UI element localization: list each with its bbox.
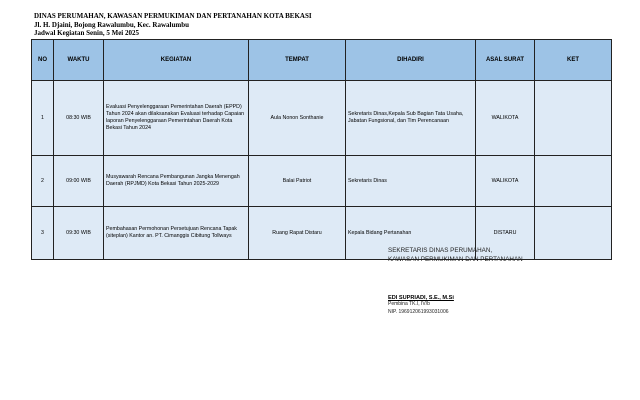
schedule-date: Jadwal Kegiatan Senin, 5 Mei 2025 — [34, 29, 140, 37]
signatory-nip: NIP. 196912061993031006 — [388, 308, 449, 315]
cell-waktu: 09:00 WIB — [54, 156, 104, 207]
table-row — [32, 156, 612, 207]
col-header-waktu: WAKTU — [54, 40, 104, 81]
col-header-no: NO — [32, 40, 54, 81]
table-row — [32, 207, 612, 260]
cell-dihadiri: Sekretaris Dinas — [346, 156, 476, 207]
cell-tempat: Ruang Rapat Distaru — [249, 207, 346, 260]
agency-name: DINAS PERUMAHAN, KAWASAN PERMUKIMAN DAN PERTANAHAN KOTA BEKASI — [34, 12, 312, 20]
table-header-row — [32, 40, 612, 81]
cell-kegiatan: Pembahasan Permohonan Persetujuan Rencana Tapak (siteplan) Kantor an. PT. Cimanggis Cibitung Tollways — [104, 207, 249, 260]
cell-dihadiri: Sekretaris Dinas,Kepala Sub Bagian Tata Usaha, Jabatan Fungsional, dan Tim Perencanaan — [346, 81, 476, 156]
cell-waktu: 08:30 WIB — [54, 81, 104, 156]
cell-tempat: Balai Patriot — [249, 156, 346, 207]
cell-no: 3 — [32, 207, 54, 260]
col-header-tempat: TEMPAT — [249, 40, 346, 81]
signatory-title-line1: SEKRETARIS DINAS PERUMAHAN, — [388, 247, 493, 254]
cell-no: 1 — [32, 81, 54, 156]
document-header — [34, 12, 312, 38]
cell-asal-surat: WALIKOTA — [476, 156, 535, 207]
signatory-title-line2: KAWASAN PERMUKIMAN DAN PERTANAHAN — [388, 256, 523, 263]
cell-asal-surat: DISTARU — [476, 207, 535, 260]
schedule-table — [31, 39, 612, 260]
col-header-dihadiri: DIHADIRI — [346, 40, 476, 81]
agency-address: Jl. H. Djaini, Bojong Rawalumbu, Kec. Rawalumbu — [34, 20, 189, 29]
cell-kegiatan: Musyawarah Rencana Pembangunan Jangka Menengah Daerah (RPJMD) Kota Bekasi Tahun 2025-2029 — [104, 156, 249, 207]
signatory-name: EDI SUPRIADI, S.E., M.Si — [388, 295, 454, 301]
cell-ket — [535, 81, 612, 156]
cell-no: 2 — [32, 156, 54, 207]
signature-block — [388, 246, 523, 316]
cell-dihadiri: Kepala Bidang Pertanahan — [346, 207, 476, 260]
signatory-rank: Pembina TK.I, IV/b — [388, 301, 430, 307]
cell-ket — [535, 207, 612, 260]
table-row — [32, 81, 612, 156]
col-header-ket: KET — [535, 40, 612, 81]
cell-kegiatan: Evaluasi Penyelenggaraan Pemerintahan Daerah (EPPD) Tahun 2024 akan dilaksanakan Evaluasi terhadap Capaian laporan Penyelenggaraan Pemerintahan Daerah Kota Bekasi Tahun 2024 — [104, 81, 249, 156]
cell-ket — [535, 156, 612, 207]
cell-asal-surat: WALIKOTA — [476, 81, 535, 156]
col-header-kegiatan: KEGIATAN — [104, 40, 249, 81]
cell-waktu: 09:30 WIB — [54, 207, 104, 260]
cell-tempat: Aula Nonon Sonthanie — [249, 81, 346, 156]
col-header-asal-surat: ASAL SURAT — [476, 40, 535, 81]
